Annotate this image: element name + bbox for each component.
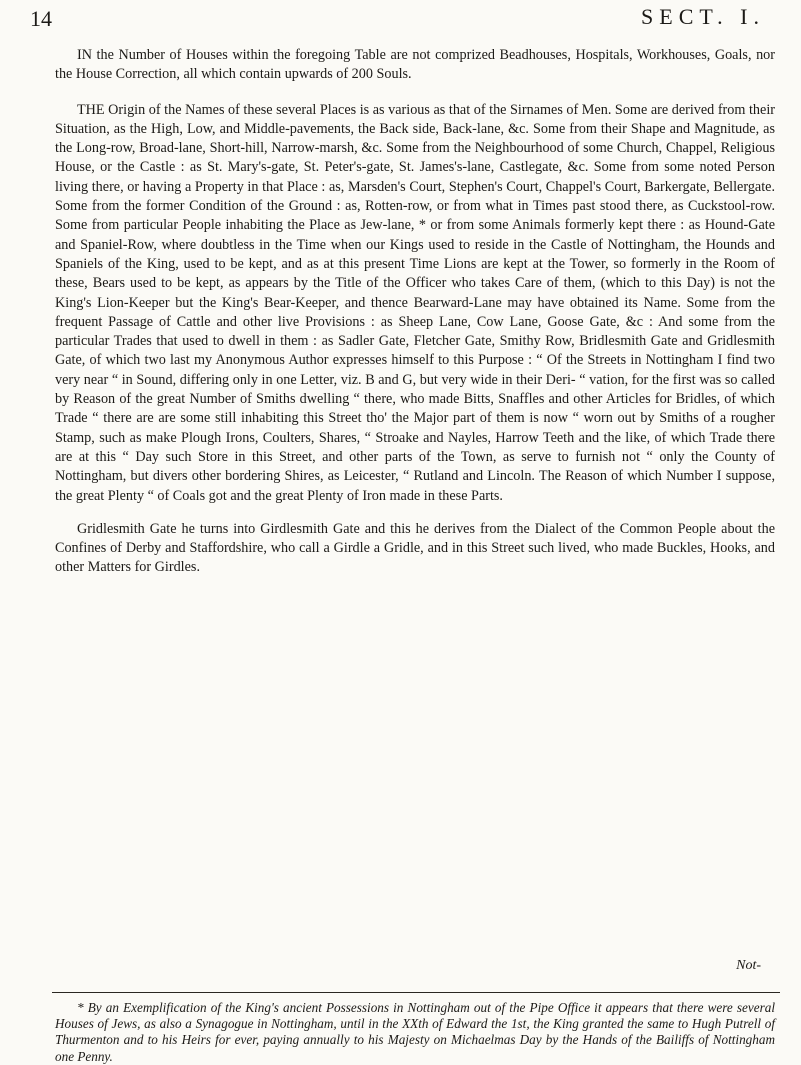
page-number: 14 [30, 6, 52, 31]
paragraph-houses-note: IN the Number of Houses within the foregoing Table are not comprized Beadhouses, Hospitals, Workhouses, Goals, nor the House Correction, all which contain upwards of 200 Souls. [55, 47, 775, 83]
footnote: * By an Exemplification of the King's ancient Possessions in Nottingham out of the Pipe Office it appears that there were several Houses of Jews, as also a Synagogue in Nottingham, until in the XXth of Edward the 1st, the King granted the same to Hugh Putrell of Thurmenton and to his Heirs for ever, paying annually to his Majesty on Michaelmas Day by the Hands of the Bailiffs of Nottingham one Penny. [55, 1000, 775, 1064]
paragraph-gridlesmith-gate: Gridlesmith Gate he turns into Girdlesmith Gate and this he derives from the Dialect of the Common People about the Confines of Derby and Staffordshire, who call a Girdle a Gridle, and in this Street such lived, who made Buckles, Hooks, and other Matters for Girdles. [55, 520, 775, 576]
catchword: Not- [736, 958, 761, 973]
running-head: SECT. I. [641, 4, 765, 29]
body-text [55, 46, 775, 591]
footnote-divider [52, 992, 780, 993]
paragraph-origin-of-names: THE Origin of the Names of these several Places is as various as that of the Sirnames of Men. Some are derived from their Situation, as the High, Low, and Middle-pavements, the Back side, Back-lane, &c. Some from their Shape and Magnitude, as the Long-row, Broad-lane, Short-hill, Narrow-marsh, &c. Some from the Neighbourhood of some Church, Chappel, Religious House, or the Castle : as St. Mary's-gate, St. Peter's-gate, St. James's-lane, Castlegate, &c. Some from some noted Person living there, or having a Property in that Place : as, Marsden's Court, Stephen's Court, Chappel's Court, Barkergate, Bellergate. Some from the former Condition of the Ground : as, Rotten-row, or from what in Times past stood there, as Cuckstool-row. Some from particular People inhabiting the Place as Jew-lane, * or from some Animals formerly kept there : as Hound-Gate and Spaniel-Row, where doubtless in the Time when our Kings used to reside in the Castle of Nottingham, the Hounds and Spaniels of the King, used to be kept, and as at this present Time Lions are kept at the Tower, so formerly in the Room of these, Bears used to be kept, as appears by the Title of the Officer who takes Care of them, (which to this Day) is not the King's Lion-Keeper but the King's Bear-Keeper, and thence Bearward-Lane may have obtained its Name. Some from the frequent Passage of Cattle and other live Provisions : as Sheep Lane, Cow Lane, Goose Gate, &c : And some from the particular Trades that used to dwell in them : as Sadler Gate, Fletcher Gate, Smithy Row, Bridlesmith Gate and Gridlesmith Gate, of which two last my Anonymous Author expresses himself to this Purpose : “ Of the Streets in Nottingham I find two very near “ in Sound, differing only in one Letter, viz. B and G, but very wide in their Deri- “ vation, for the first was so called by Reason of the great Number of Smiths dwelling “ there, who made Bitts, Snaffles and other Articles for Bridles, of which Trade “ there are are some still inhabiting this Street tho' the Major part of them is now “ worn out by Smiths of a rougher Stamp, such as make Plough Irons, Coulters, Shares, “ Stroake and Nayles, Harrow Teeth and the like, of which Trade there are at this “ Day such Store in this Street, and other parts of the Town, as serve to furnish not “ only the County of Nottingham, but divers other bordering Shires, as Leicester, “ Rutland and Lincoln. The Reason of which Number I suppose, the great Plenty “ of Coals got and the great Plenty of Iron made in these Parts. [55, 101, 775, 504]
